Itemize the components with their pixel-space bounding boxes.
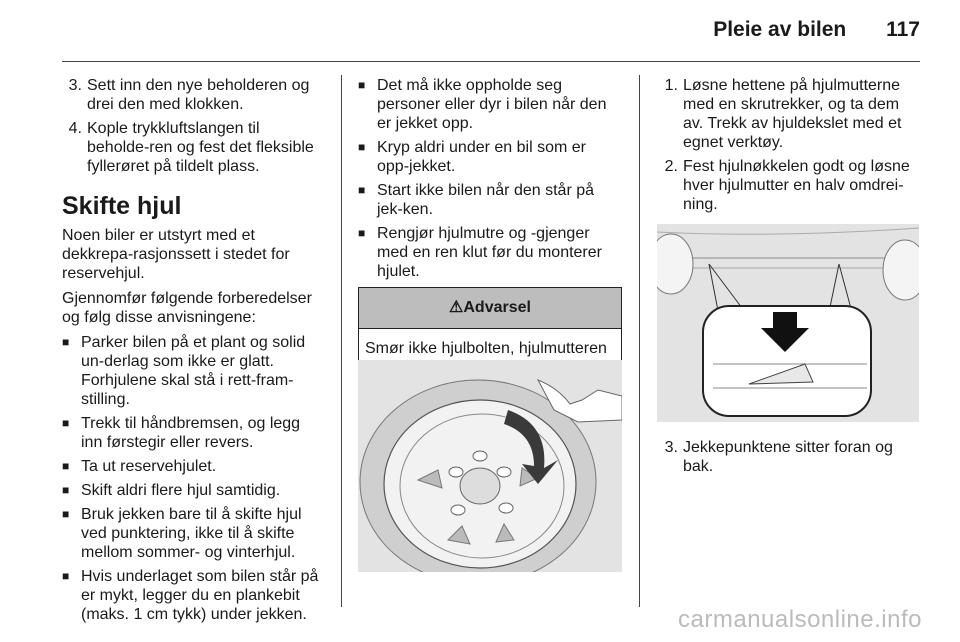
- intro-paragraph: Gjennomfør følgende forberedelser og følg disse anvisningene:: [62, 290, 312, 326]
- step-item: 3. Jekkepunktene sitter foran og bak.: [658, 438, 920, 476]
- list-item: ■ Start ikke bilen når den står på jek-ken.: [358, 182, 595, 218]
- column-1: [62, 76, 324, 629]
- list-item: ■ Kryp aldri under en bil som er opp-jekket.: [358, 139, 586, 175]
- bullet-icon: ■: [62, 483, 70, 497]
- column-divider: [639, 75, 640, 607]
- bullet-icon: ■: [358, 78, 366, 92]
- step-item: 1. Løsne hettene på hjulmutterne med en skrutrekker, og ta dem av. Trekk av hjuldekslet med et egnet verktøy.: [658, 76, 920, 152]
- column-2: [358, 76, 622, 389]
- step-item: 3. Sett inn den nye beholderen og drei den med klokken.: [62, 76, 324, 114]
- list-item: ■ Trekk til håndbremsen, og legg inn førstegir eller revers.: [62, 415, 301, 451]
- bullet-icon: ■: [62, 335, 70, 349]
- warning-icon: ⚠: [449, 299, 464, 316]
- page-number: 117: [886, 18, 920, 41]
- bullet-icon: ■: [358, 183, 366, 197]
- intro-paragraph: Noen biler er utstyrt med et dekkrepa-rasjonssett i stedet for reservehjul.: [62, 227, 290, 282]
- warning-header: [359, 288, 621, 329]
- list-item: ■ Det må ikke oppholde seg personer eller dyr i bilen når den er jekket opp.: [358, 77, 607, 132]
- bullet-icon: ■: [62, 459, 70, 473]
- bullet-icon: ■: [62, 569, 70, 583]
- bullet-icon: ■: [358, 140, 366, 154]
- list-item: ■ Bruk jekken bare til å skifte hjul ved punktering, ikke til å skifte mellom sommer- og vinterhjul.: [62, 506, 302, 561]
- column-3-continued: [658, 438, 920, 481]
- step-text: Kople trykkluftslangen til beholde-ren og fest det fleksible fyllerøret på tildelt plass.: [87, 120, 314, 175]
- bullet-icon: ■: [62, 416, 70, 430]
- list-item: ■ Parker bilen på et plant og solid un-derlag som ikke er glatt. Forhjulene skal stå i rett-fram-stilling.: [62, 334, 306, 408]
- list-item: ■ Ta ut reservehjulet.: [62, 458, 217, 475]
- header-rule: [62, 61, 920, 62]
- step-text: Løsne hettene på hjulmutterne med en skrutrekker, og ta dem av. Trekk av hjuldekslet med et egnet verktøy.: [683, 77, 902, 151]
- column-3: [658, 76, 920, 219]
- warning-text: Smør ikke hjulbolten, hjulmutteren: [365, 340, 607, 357]
- list-item: ■ Rengjør hjulmutre og -gjenger med en ren klut før du monterer hjulet.: [358, 225, 602, 280]
- bullet-icon: ■: [358, 226, 366, 240]
- wheel-cover-illustration: [358, 360, 622, 572]
- step-item: 4. Kople trykkluftslangen til beholde-ren og fest det fleksible fyllerøret på tildelt plass.: [62, 119, 324, 176]
- warning-title: Advarsel: [463, 299, 531, 316]
- bullet-icon: ■: [62, 507, 70, 521]
- column-divider: [341, 75, 342, 607]
- page-header: [713, 18, 920, 42]
- list-item: ■ Skift aldri flere hjul samtidig.: [62, 482, 281, 499]
- step-text: Jekkepunktene sitter foran og bak.: [683, 439, 893, 475]
- step-item: 2. Fest hjulnøkkelen godt og løsne hver hjulmutter en halv omdrei-ning.: [658, 157, 920, 214]
- jack-point-illustration: [657, 224, 919, 422]
- section-heading: Skifte hjul: [62, 192, 182, 220]
- list-item: ■ Hvis underlaget som bilen står på er mykt, legger du en plankebit (maks. 1 cm tykk) under jekken.: [62, 568, 319, 623]
- section-title: Pleie av bilen: [713, 18, 847, 41]
- step-text: Fest hjulnøkkelen godt og løsne hver hjulmutter en halv omdrei-ning.: [683, 158, 910, 213]
- step-text: Sett inn den nye beholderen og drei den med klokken.: [87, 77, 310, 113]
- watermark: carmanualsonline.info: [678, 606, 922, 633]
